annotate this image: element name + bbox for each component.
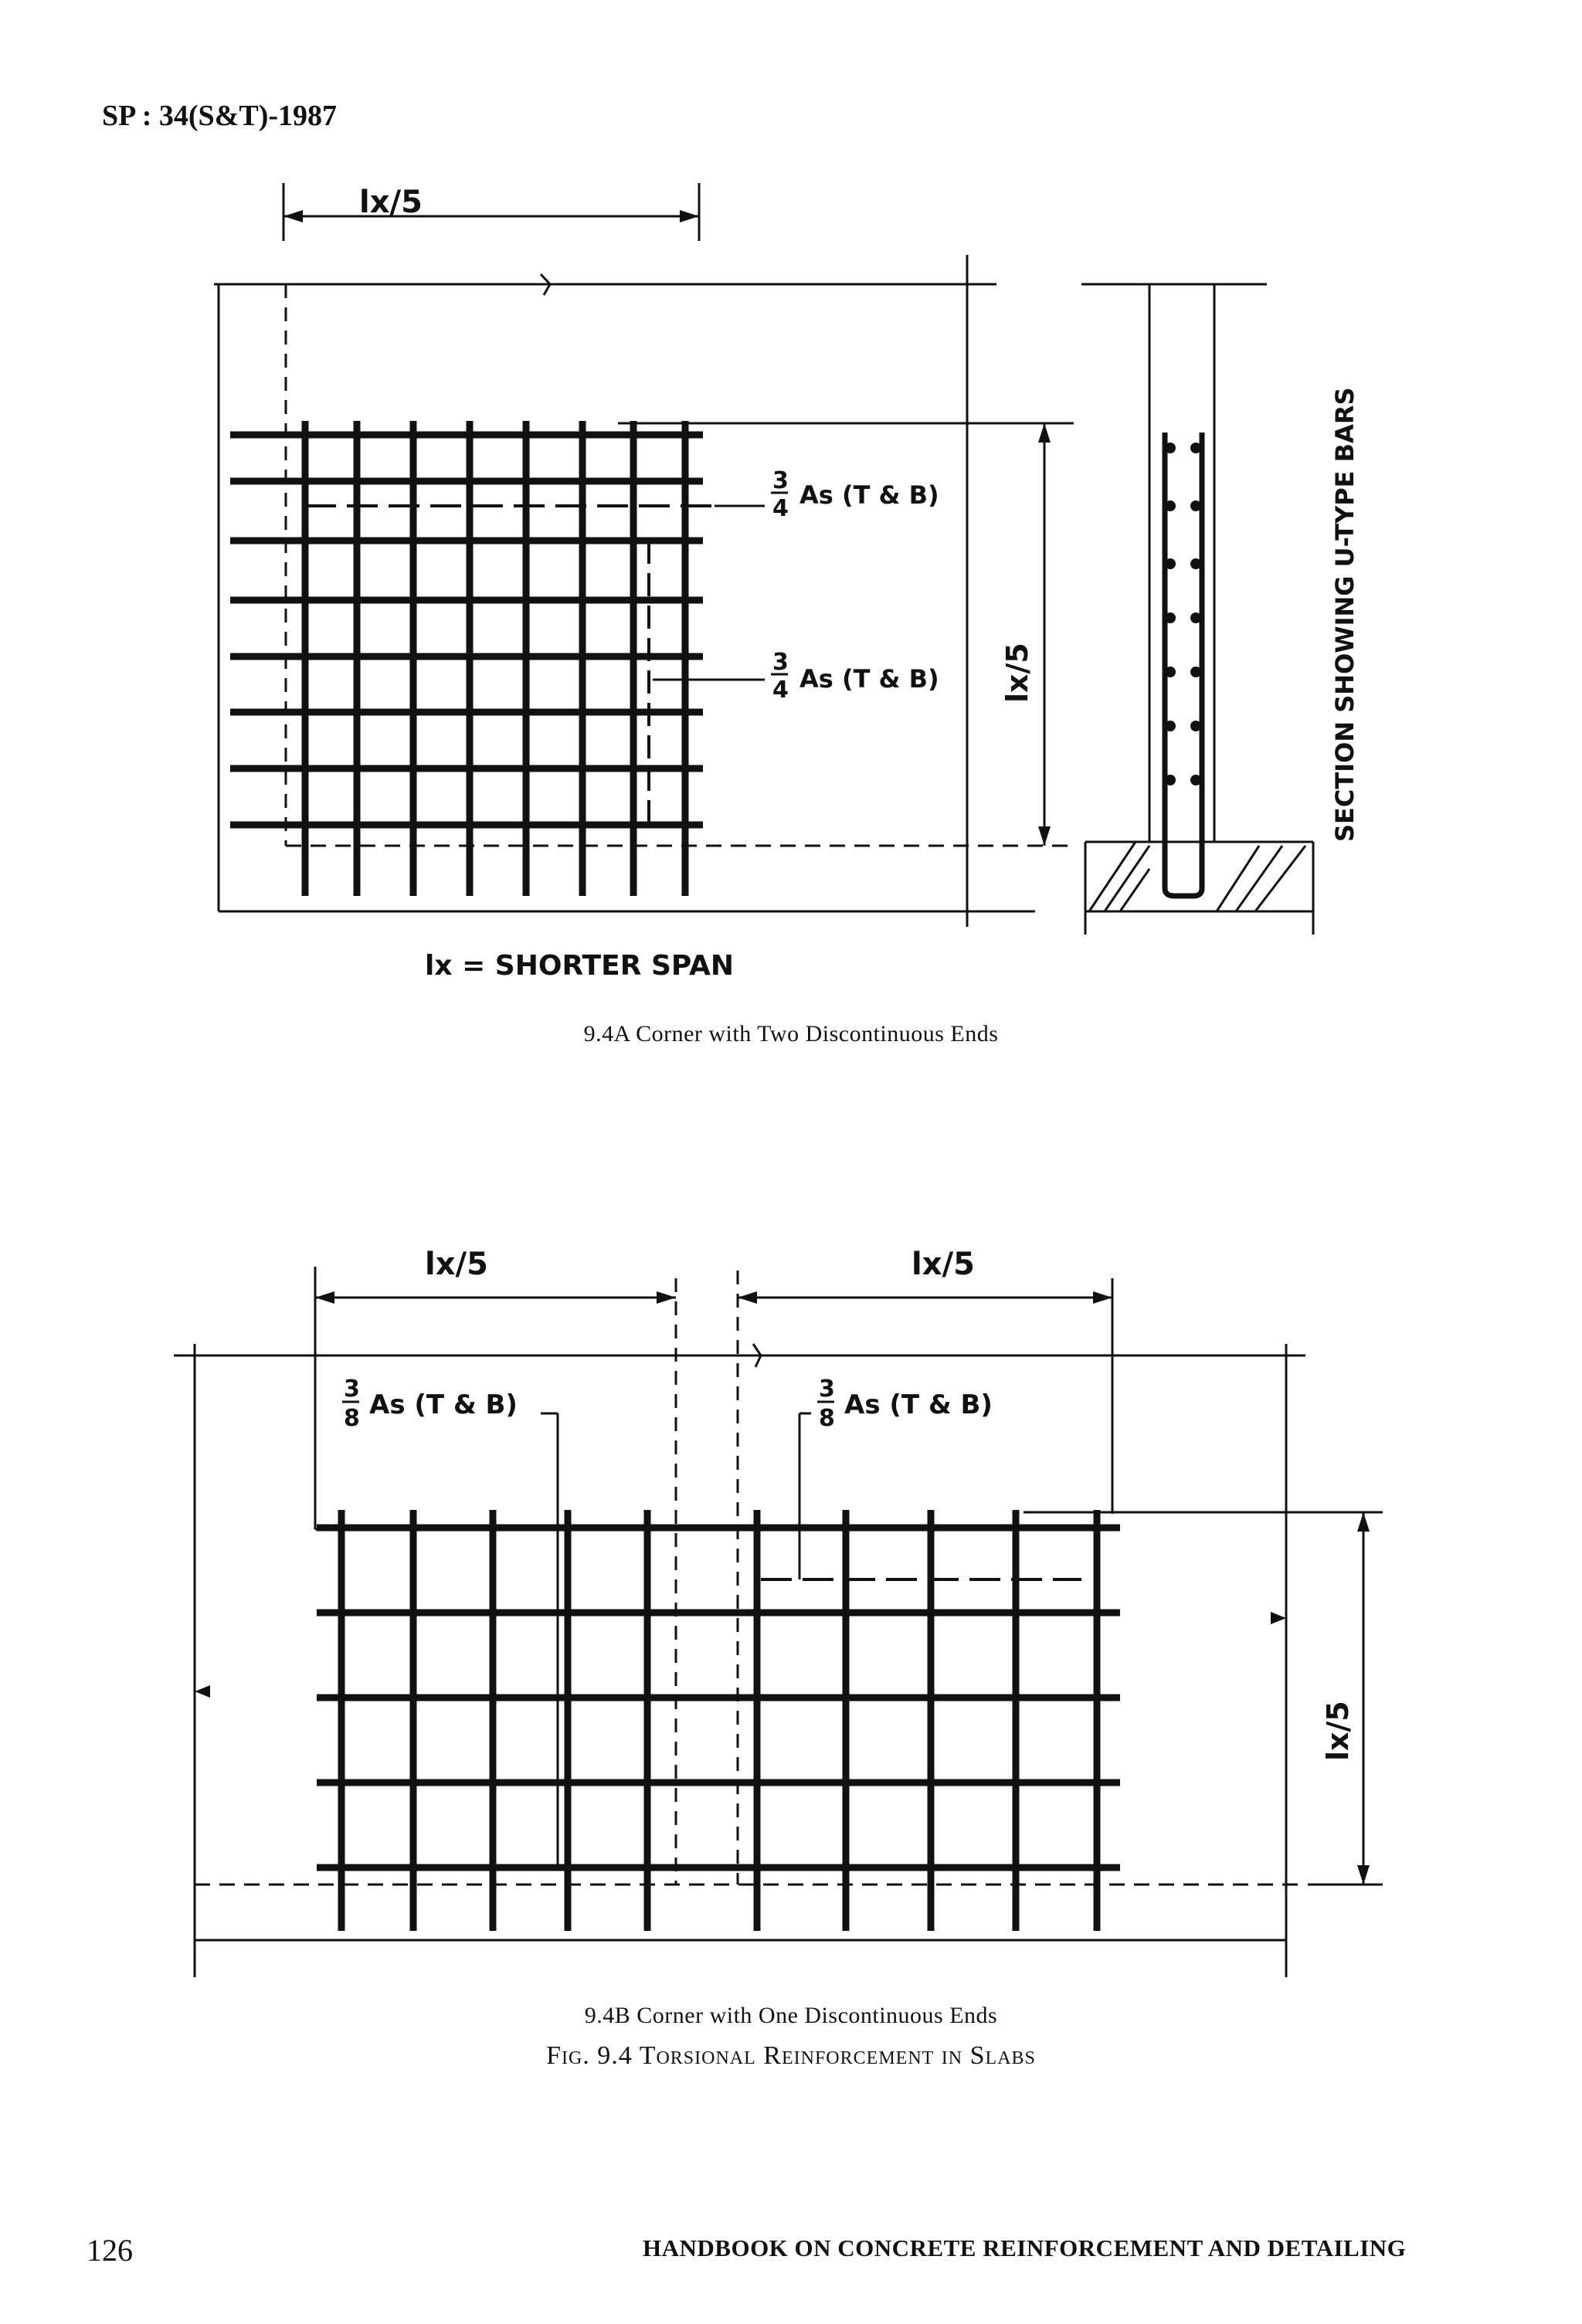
label-right: As (T & B) bbox=[844, 1389, 993, 1420]
dim-label-right-top: lx/5 bbox=[912, 1247, 975, 1282]
dim-label-top: lx/5 bbox=[359, 185, 423, 220]
span-label: lx = SHORTER SPAN bbox=[425, 950, 734, 982]
document-code: SP : 34(S&T)-1987 bbox=[102, 100, 337, 132]
fraction-numerator: 3 bbox=[344, 1376, 360, 1403]
label-upper: As (T & B) bbox=[799, 480, 939, 510]
label-left: As (T & B) bbox=[369, 1389, 518, 1420]
dim-label-left: lx/5 bbox=[425, 1247, 488, 1282]
figure-title: Fig. 9.4 Torsional Reinforcement in Slabs bbox=[546, 2041, 1036, 2070]
page-number: 126 bbox=[87, 2233, 133, 2268]
dim-label-right: lx/5 bbox=[1321, 1701, 1355, 1761]
fraction-denominator: 8 bbox=[819, 1405, 835, 1432]
footer-book-title: HANDBOOK ON CONCRETE REINFORCEMENT AND DETAILING bbox=[643, 2234, 1407, 2261]
fraction-numerator: 3 bbox=[772, 649, 789, 676]
caption-figure-a: 9.4A Corner with Two Discontinuous Ends bbox=[583, 1021, 999, 1047]
fraction-denominator: 8 bbox=[344, 1405, 360, 1432]
fraction-denominator: 4 bbox=[772, 495, 789, 522]
dim-label-right: lx/5 bbox=[1000, 643, 1034, 703]
fraction-numerator: 3 bbox=[772, 467, 789, 494]
caption-figure-b: 9.4B Corner with One Discontinuous Ends bbox=[584, 2003, 998, 2028]
fraction-numerator: 3 bbox=[819, 1376, 835, 1403]
fraction-denominator: 4 bbox=[772, 677, 789, 704]
section-label: SECTION SHOWING U-TYPE BARS bbox=[1330, 387, 1360, 842]
label-lower: As (T & B) bbox=[799, 664, 939, 694]
